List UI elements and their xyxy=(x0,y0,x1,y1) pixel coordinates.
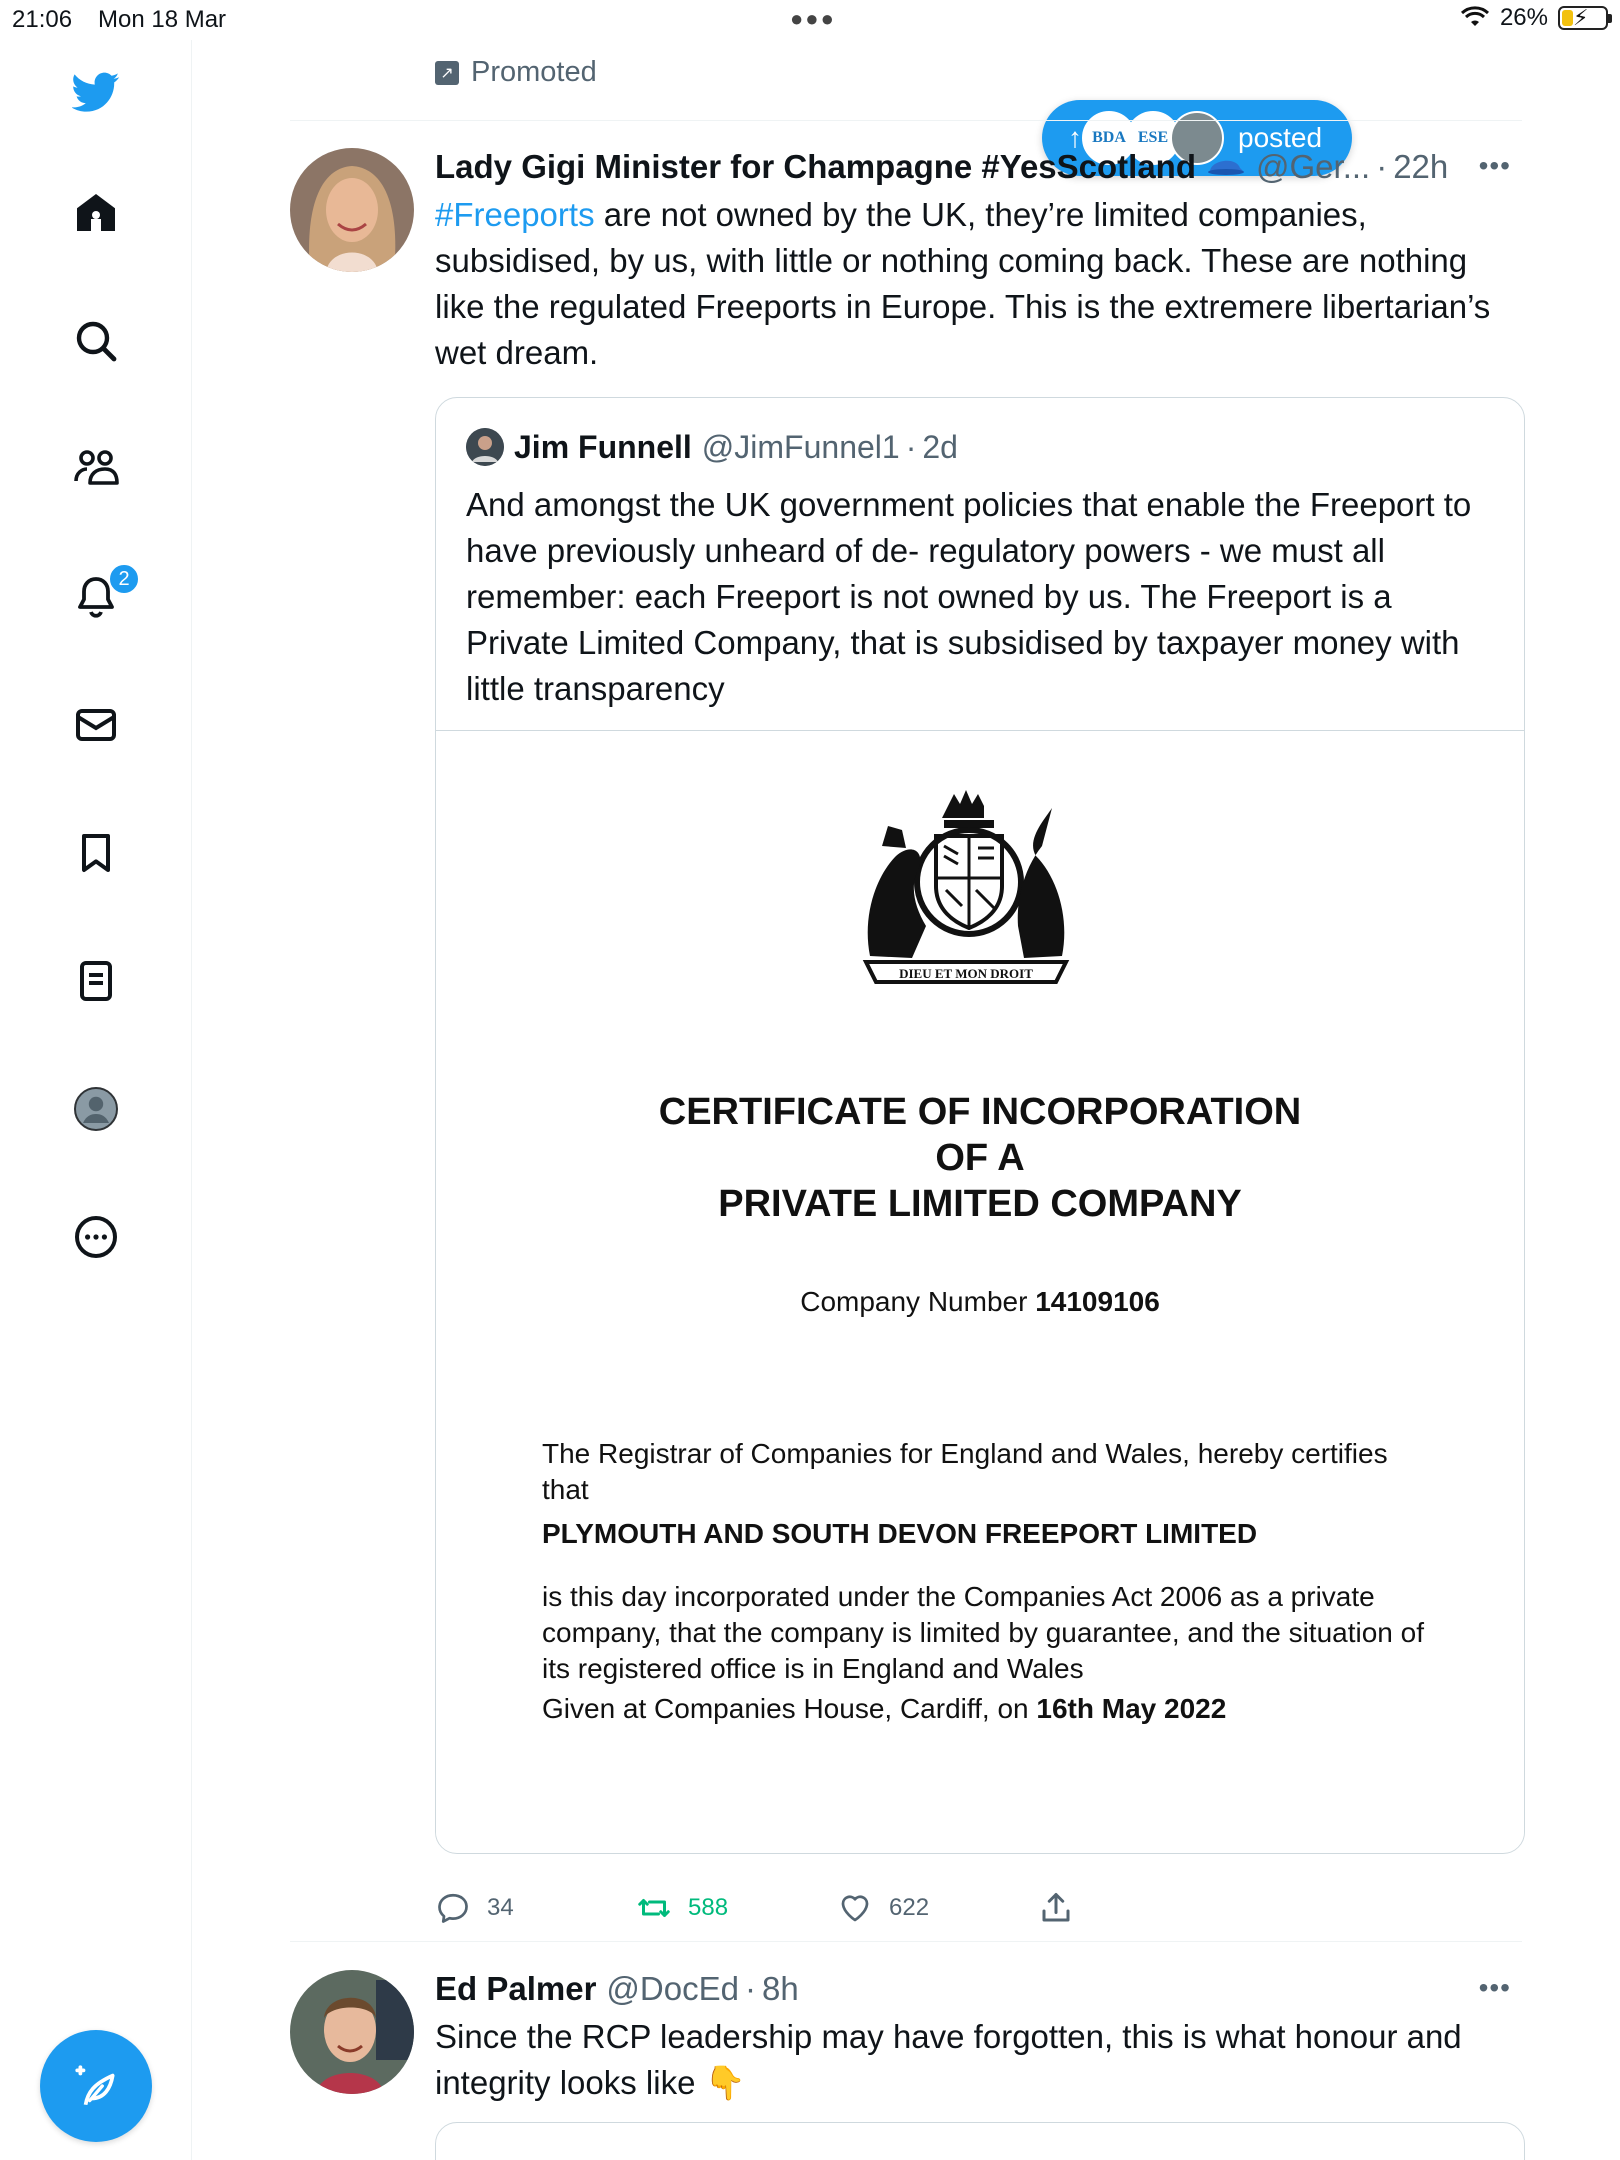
author-name[interactable]: Ed Palmer xyxy=(435,1970,597,2007)
reply-count: 34 xyxy=(487,1894,514,1921)
given-date: 16th May 2022 xyxy=(1036,1693,1227,1724)
like-count: 622 xyxy=(889,1894,930,1921)
certificate-given xyxy=(542,1691,1442,1727)
reply-button[interactable] xyxy=(435,1890,636,1926)
wifi-icon xyxy=(1460,6,1490,30)
share-button[interactable] xyxy=(1038,1890,1239,1926)
crest-motto: DIEU ET MON DROIT xyxy=(899,966,1033,981)
messages-envelope-icon[interactable] xyxy=(66,695,126,755)
tweet-body xyxy=(435,148,1525,376)
blue-cap-icon xyxy=(1206,154,1246,178)
arrow-up-icon: ↑ xyxy=(1068,122,1082,153)
notifications-badge: 2 xyxy=(108,563,140,595)
multitasking-dots-icon[interactable]: ●●● xyxy=(790,6,836,31)
pill-avatar: ESE xyxy=(1126,111,1180,165)
certificate-title xyxy=(436,1089,1524,1227)
separator-dot: · xyxy=(905,428,917,465)
quote-header xyxy=(466,428,1524,466)
certificate-paragraph: The Registrar of Companies for England and Wales, hereby certifies that xyxy=(542,1438,1388,1505)
notifications-bell-icon[interactable] xyxy=(66,567,130,627)
avatar[interactable] xyxy=(290,1970,414,2094)
twitter-logo-icon[interactable] xyxy=(66,62,126,122)
promoted-icon: ↗ xyxy=(435,61,459,85)
status-bar xyxy=(0,0,1620,40)
certificate-title-line: CERTIFICATE OF INCORPORATION xyxy=(658,1091,1302,1133)
battery-percent: 26% xyxy=(1499,4,1548,31)
status-right xyxy=(1460,4,1608,32)
certificate-paragraph: is this day incorporated under the Companies Act 2006 as a private company, that the company is limited by guarantee, and the situation of its registered office is in England and Wales xyxy=(542,1581,1424,1684)
given-prefix: Given at Companies House, Cardiff, on xyxy=(542,1693,1037,1724)
company-number xyxy=(436,1286,1524,1318)
promoted-label: Promoted xyxy=(471,56,597,88)
company-name: PLYMOUTH AND SOUTH DEVON FREEPORT LIMITED xyxy=(542,1518,1258,1549)
reply-icon xyxy=(435,1890,471,1926)
certificate-document xyxy=(436,731,1524,1853)
charging-icon: ⚡ xyxy=(1573,5,1589,30)
avatar[interactable] xyxy=(290,148,414,272)
tweet-header xyxy=(435,148,1525,186)
tweet-time[interactable]: 22h xyxy=(1393,148,1449,185)
posted-label: posted xyxy=(1238,122,1323,153)
share-icon xyxy=(1038,1890,1074,1926)
tweet-more-icon[interactable]: ••• xyxy=(1478,150,1511,181)
tweet-more-icon[interactable]: ••• xyxy=(1478,1972,1511,2003)
status-date: Mon 18 Mar xyxy=(98,6,227,33)
feather-compose-icon xyxy=(71,2061,121,2111)
explore-search-icon[interactable] xyxy=(66,311,126,371)
quoted-tweet[interactable] xyxy=(435,2122,1525,2160)
promoted-row xyxy=(435,56,597,89)
certificate-title-line: OF A xyxy=(935,1137,1025,1179)
certificate-title-line: PRIVATE LIMITED COMPANY xyxy=(718,1183,1242,1225)
tweet-text xyxy=(435,192,1525,376)
lists-icon[interactable] xyxy=(66,951,126,1011)
sidebar xyxy=(0,40,192,2160)
tweet-body xyxy=(435,1970,1525,2106)
heart-icon xyxy=(837,1890,873,1926)
battery-icon xyxy=(1558,6,1608,30)
tweet-time[interactable]: 8h xyxy=(761,1970,799,2007)
quote-author-handle: @JimFunnel1 xyxy=(701,428,900,465)
pill-avatar: BDA xyxy=(1082,111,1136,165)
tweet-actions xyxy=(435,1890,1239,1926)
profile-avatar-icon[interactable] xyxy=(66,1079,126,1139)
tweet-text xyxy=(435,2014,1525,2106)
divider xyxy=(290,1941,1522,1942)
home-icon[interactable] xyxy=(66,183,126,243)
retweet-icon xyxy=(636,1890,672,1926)
quote-text: And amongst the UK government policies that enable the Freeport to have previously unheard of de- regulatory powers - we must all remember: each Freeport is not owned by us. The Freeport is a Private Limited Company, that is subsidised by taxpayer money with little transparency xyxy=(466,486,1472,707)
quoted-tweet[interactable] xyxy=(435,397,1525,1854)
author-handle[interactable]: @DocEd xyxy=(606,1970,739,2007)
divider xyxy=(290,120,1522,121)
quote-avatar[interactable] xyxy=(466,428,504,466)
quote-time: 2d xyxy=(922,428,958,465)
tweet-header xyxy=(435,1970,1525,2008)
communities-icon[interactable] xyxy=(66,439,126,499)
separator-dot: · xyxy=(1376,148,1388,185)
pointing-down-emoji: 👇 xyxy=(704,2064,746,2101)
battery-level xyxy=(1562,10,1573,26)
like-button[interactable] xyxy=(837,1890,1038,1926)
separator-dot: · xyxy=(744,1970,756,2007)
company-number-label: Company Number xyxy=(800,1286,1036,1317)
retweet-button[interactable] xyxy=(636,1890,837,1926)
author-name[interactable]: Lady Gigi Minister for Champagne #YesScotland xyxy=(435,148,1196,185)
quote-author-name: Jim Funnell xyxy=(514,428,692,465)
royal-coat-of-arms xyxy=(856,786,1076,986)
hashtag-link[interactable]: #Freeports xyxy=(435,196,595,233)
compose-tweet-button[interactable] xyxy=(40,2030,152,2142)
tweet-text-body: Since the RCP leadership may have forgotten, this is what honour and integrity looks like xyxy=(435,2018,1462,2101)
retweet-count: 588 xyxy=(688,1894,729,1921)
bookmarks-icon[interactable] xyxy=(66,823,126,883)
quote-image[interactable] xyxy=(436,730,1524,1852)
more-options-icon[interactable] xyxy=(66,1207,126,1267)
company-number-value: 14109106 xyxy=(1035,1286,1160,1317)
status-time: 21:06 xyxy=(12,6,73,33)
author-handle[interactable]: @Ger... xyxy=(1256,148,1371,185)
tweet-text-body: are not owned by the UK, they’re limited companies, subsidised, by us, with little or nothing coming back. These are nothing like the regulated Freeports in Europe. This is the extremere libertarian’s wet dream. xyxy=(435,196,1491,371)
